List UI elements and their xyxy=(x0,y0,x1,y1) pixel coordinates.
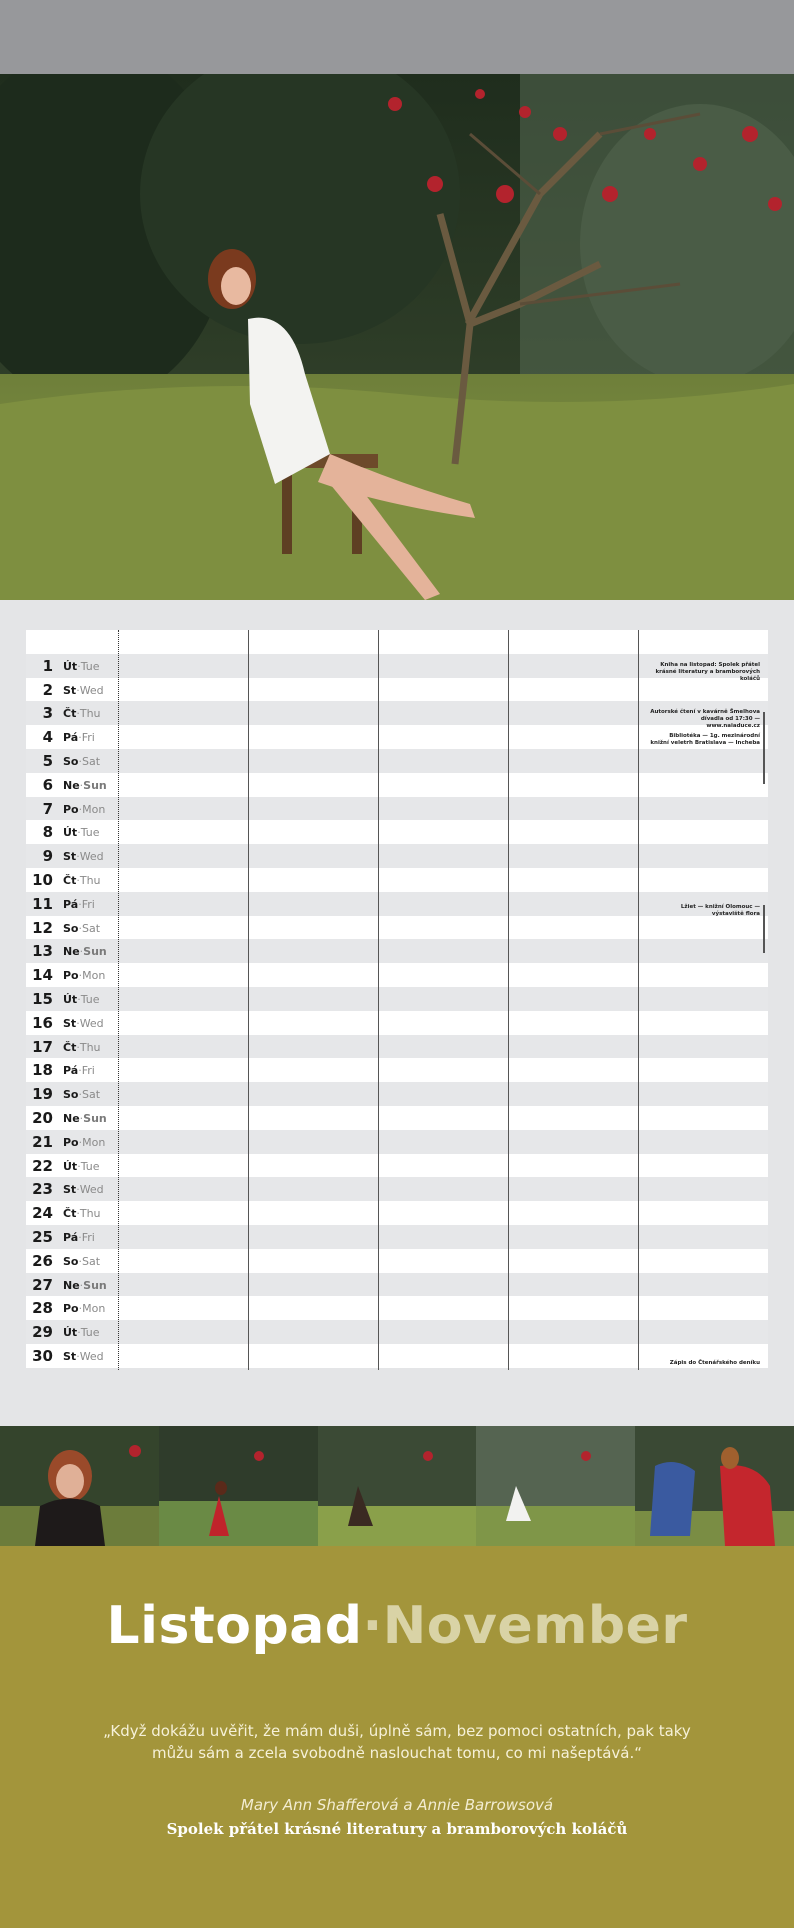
calendar-day-row xyxy=(26,1225,768,1249)
note-day-11: Lžiet — knižní Olomouc — výstaviště flora xyxy=(680,904,760,917)
day-name xyxy=(63,755,100,768)
day-name-separator: · xyxy=(78,1254,82,1268)
day-name-cz: St xyxy=(63,1183,77,1197)
day-name-separator: · xyxy=(76,873,80,887)
day-name-cz: Po xyxy=(63,802,79,816)
calendar-header-row xyxy=(26,630,768,654)
note-day-30: Zápis do Čtenářského deníku xyxy=(669,1360,760,1366)
day-name-cz: Út xyxy=(63,1326,78,1340)
calendar-day-row xyxy=(26,1273,768,1297)
day-name-cz: Ne xyxy=(63,1111,80,1125)
day-name-cz: Ne xyxy=(63,778,80,792)
calendar-day-row xyxy=(26,1320,768,1344)
day-name-separator: · xyxy=(78,731,82,745)
day-number: 15 xyxy=(32,989,53,1008)
day-name-cz: Po xyxy=(63,1135,79,1149)
calendar-day-row xyxy=(26,1058,768,1082)
day-name-en: Sun xyxy=(83,1111,107,1125)
day-name-separator: · xyxy=(77,659,81,673)
day-name-en: Wed xyxy=(79,850,104,864)
day-name xyxy=(63,1183,104,1196)
day-name-cz: So xyxy=(63,1088,79,1102)
day-name-cz: Út xyxy=(63,1159,78,1173)
day-name xyxy=(63,684,104,697)
day-name xyxy=(63,1302,105,1315)
day-name-separator: · xyxy=(76,850,80,864)
day-number: 14 xyxy=(32,966,53,985)
day-name-separator: · xyxy=(78,1230,82,1244)
day-name-en: Sat xyxy=(81,754,101,768)
day-name-separator: · xyxy=(79,945,84,959)
day-name xyxy=(63,945,107,958)
day-name xyxy=(63,1231,95,1244)
column-divider xyxy=(378,630,379,1370)
day-name-cz: St xyxy=(63,683,77,697)
month-title xyxy=(0,1596,794,1656)
day-name xyxy=(63,731,95,744)
day-name-separator: · xyxy=(78,1064,82,1078)
day-number: 11 xyxy=(32,894,53,913)
note-day-1: Kniha na listopad: Spolek přátel krásné literatury a bramborových koláčů xyxy=(655,662,760,682)
day-name-en: Thu xyxy=(79,707,101,721)
day-name-separator: · xyxy=(76,1207,80,1221)
day-name-cz: Pá xyxy=(63,1064,79,1078)
day-number: 17 xyxy=(32,1037,53,1056)
day-name-en: Tue xyxy=(80,826,100,840)
day-name-separator: · xyxy=(77,1159,81,1173)
month-title-cz: Listopad xyxy=(106,1596,363,1656)
day-number: 2 xyxy=(42,680,53,699)
calendar-day-row xyxy=(26,1154,768,1178)
calendar-day-row xyxy=(26,1177,768,1201)
day-name-en: Thu xyxy=(79,1207,101,1221)
day-number: 27 xyxy=(32,1275,53,1294)
day-name xyxy=(63,1064,95,1077)
day-name-cz: So xyxy=(63,754,79,768)
note-day-3: Autorské čtení v kavárně Šmelhova dívadla od 17:30 — www.naiaduce.cz xyxy=(650,709,760,729)
day-name-cz: Ne xyxy=(63,1278,80,1292)
thumbnail-photo xyxy=(476,1426,635,1546)
hero-photo-illustration xyxy=(0,74,794,600)
day-number: 13 xyxy=(32,942,53,961)
day-name-cz: Út xyxy=(63,826,78,840)
day-name-en: Sat xyxy=(81,921,101,935)
day-number: 7 xyxy=(42,799,53,818)
day-number: 16 xyxy=(32,1013,53,1032)
day-name xyxy=(63,874,101,887)
calendar-day-row xyxy=(26,1249,768,1273)
day-number: 24 xyxy=(32,1204,53,1223)
day-name-en: Fri xyxy=(81,1064,95,1078)
day-name xyxy=(63,1207,101,1220)
day-number: 28 xyxy=(32,1299,53,1318)
day-name-cz: St xyxy=(63,850,77,864)
day-name xyxy=(63,660,100,673)
day-name xyxy=(63,1326,100,1339)
day-name xyxy=(63,850,104,863)
day-name xyxy=(63,826,100,839)
day-name-separator: · xyxy=(76,1349,80,1363)
note-day-4: Bibliotéka — 1g. mezinárodní knižní veletrh Bratislava — Incheba xyxy=(650,733,760,746)
day-number: 18 xyxy=(32,1061,53,1080)
day-name-cz: Po xyxy=(63,969,79,983)
day-name-cz: Pá xyxy=(63,731,79,745)
day-name-separator: · xyxy=(78,802,83,816)
calendar-day-row xyxy=(26,749,768,773)
day-name-cz: Čt xyxy=(63,1040,77,1054)
day-name-separator: · xyxy=(79,778,84,792)
day-name-cz: Pá xyxy=(63,897,79,911)
day-name-separator: · xyxy=(78,754,82,768)
quote: „Když dokážu uvěřit, že mám duši, úplně sám, bez pomoci ostatních, pak taky můžu sám a zcela svobodně naslouchat tomu, co mi našeptává.“ xyxy=(103,1722,691,1762)
day-number: 20 xyxy=(32,1108,53,1127)
day-name-cz: So xyxy=(63,921,79,935)
calendar-day-row xyxy=(26,987,768,1011)
note-bar xyxy=(763,712,765,784)
day-name-separator: · xyxy=(76,1016,80,1030)
day-name-en: Tue xyxy=(80,659,100,673)
day-number: 26 xyxy=(32,1251,53,1270)
day-name xyxy=(63,1279,107,1292)
calendar-day-row xyxy=(26,1082,768,1106)
day-name-en: Mon xyxy=(82,1135,106,1149)
day-number: 4 xyxy=(42,728,53,747)
day-name-en: Fri xyxy=(81,731,95,745)
calendar-day-row xyxy=(26,773,768,797)
day-name-en: Tue xyxy=(80,1159,100,1173)
day-name-cz: So xyxy=(63,1254,79,1268)
day-number: 9 xyxy=(42,847,53,866)
day-name xyxy=(63,969,105,982)
calendar-day-row xyxy=(26,844,768,868)
day-name-separator: · xyxy=(76,707,80,721)
calendar-day-row xyxy=(26,797,768,821)
day-name xyxy=(63,1112,107,1125)
day-name-en: Fri xyxy=(81,897,95,911)
quote-authors: Mary Ann Shafferová a Annie Barrowsová xyxy=(240,1796,554,1814)
calendar-day-row xyxy=(26,820,768,844)
day-name-en: Wed xyxy=(79,1016,104,1030)
day-name-separator: · xyxy=(78,1088,82,1102)
day-name-separator: · xyxy=(78,897,82,911)
calendar-day-row xyxy=(26,939,768,963)
calendar-day-row xyxy=(26,963,768,987)
day-name-en: Mon xyxy=(82,1302,106,1316)
column-divider xyxy=(118,630,119,1370)
day-name-cz: Pá xyxy=(63,1230,79,1244)
day-name xyxy=(63,1160,100,1173)
thumbnail-photo xyxy=(635,1426,794,1546)
day-number: 12 xyxy=(32,918,53,937)
day-name-separator: · xyxy=(78,1135,83,1149)
calendar-day-row xyxy=(26,916,768,940)
hero-photo xyxy=(0,74,794,600)
day-number: 23 xyxy=(32,1180,53,1199)
day-name xyxy=(63,1041,101,1054)
day-name xyxy=(63,1136,105,1149)
day-name-cz: Čt xyxy=(63,1207,77,1221)
day-name-separator: · xyxy=(77,1326,81,1340)
day-number: 25 xyxy=(32,1227,53,1246)
book-title: Spolek přátel krásné literatury a bramborových koláčů xyxy=(166,1820,628,1838)
day-number: 8 xyxy=(42,823,53,842)
day-number: 21 xyxy=(32,1132,53,1151)
day-name-en: Thu xyxy=(79,873,101,887)
day-number: 30 xyxy=(32,1346,53,1365)
day-name-en: Thu xyxy=(79,1040,101,1054)
day-name-en: Fri xyxy=(81,1230,95,1244)
day-name xyxy=(63,707,101,720)
day-name-separator: · xyxy=(78,969,83,983)
calendar-day-row xyxy=(26,868,768,892)
day-name-en: Sat xyxy=(81,1254,101,1268)
calendar-day-row xyxy=(26,1130,768,1154)
day-name-cz: Po xyxy=(63,1302,79,1316)
day-name-cz: Čt xyxy=(63,873,77,887)
day-name-cz: Út xyxy=(63,659,78,673)
day-number: 1 xyxy=(42,656,53,675)
day-number: 3 xyxy=(42,704,53,723)
column-divider xyxy=(248,630,249,1370)
day-name xyxy=(63,1255,100,1268)
day-name-cz: Út xyxy=(63,992,78,1006)
day-number: 29 xyxy=(32,1323,53,1342)
day-name-separator: · xyxy=(79,1111,84,1125)
day-name-en: Tue xyxy=(80,992,100,1006)
day-name xyxy=(63,779,107,792)
day-name-separator: · xyxy=(76,1040,80,1054)
calendar-day-row xyxy=(26,1106,768,1130)
calendar-day-row xyxy=(26,1011,768,1035)
day-name-en: Sat xyxy=(81,1088,101,1102)
day-name-en: Sun xyxy=(83,1278,107,1292)
day-name-en: Tue xyxy=(80,1326,100,1340)
day-name-cz: Ne xyxy=(63,945,80,959)
column-divider xyxy=(508,630,509,1370)
day-name xyxy=(63,1088,100,1101)
day-number: 22 xyxy=(32,1156,53,1175)
day-name-cz: St xyxy=(63,1016,77,1030)
day-name-en: Wed xyxy=(79,1183,104,1197)
calendar-day-row xyxy=(26,1035,768,1059)
thumbnail-photo xyxy=(318,1426,477,1546)
day-name-en: Wed xyxy=(79,1349,104,1363)
day-name xyxy=(63,1017,104,1030)
day-name-en: Sun xyxy=(83,778,107,792)
day-name-separator: · xyxy=(78,921,82,935)
day-number: 6 xyxy=(42,775,53,794)
calendar-day-row xyxy=(26,1201,768,1225)
month-title-en: November xyxy=(382,1596,688,1656)
day-name xyxy=(63,922,100,935)
day-name-en: Mon xyxy=(82,969,106,983)
day-name xyxy=(63,993,100,1006)
calendar-day-row xyxy=(26,1296,768,1320)
thumbnail-strip xyxy=(0,1426,794,1546)
day-name-separator: · xyxy=(79,1278,84,1292)
day-name-en: Mon xyxy=(82,802,106,816)
top-band xyxy=(0,0,794,74)
day-name xyxy=(63,898,95,911)
note-bar xyxy=(763,905,765,953)
day-name-separator: · xyxy=(77,992,81,1006)
day-number: 19 xyxy=(32,1085,53,1104)
thumbnail-photo xyxy=(159,1426,318,1546)
day-name-separator: · xyxy=(78,1302,83,1316)
column-divider xyxy=(638,630,639,1370)
day-number: 5 xyxy=(42,751,53,770)
day-name xyxy=(63,1350,104,1363)
month-title-separator: · xyxy=(362,1596,383,1656)
day-name-separator: · xyxy=(77,826,81,840)
day-name-cz: St xyxy=(63,1349,77,1363)
day-name-separator: · xyxy=(76,683,80,697)
day-name-cz: Čt xyxy=(63,707,77,721)
day-name-separator: · xyxy=(76,1183,80,1197)
day-name-en: Sun xyxy=(83,945,107,959)
day-name-en: Wed xyxy=(79,683,104,697)
thumbnail-photo xyxy=(0,1426,159,1546)
day-number: 10 xyxy=(32,870,53,889)
day-name xyxy=(63,803,105,816)
